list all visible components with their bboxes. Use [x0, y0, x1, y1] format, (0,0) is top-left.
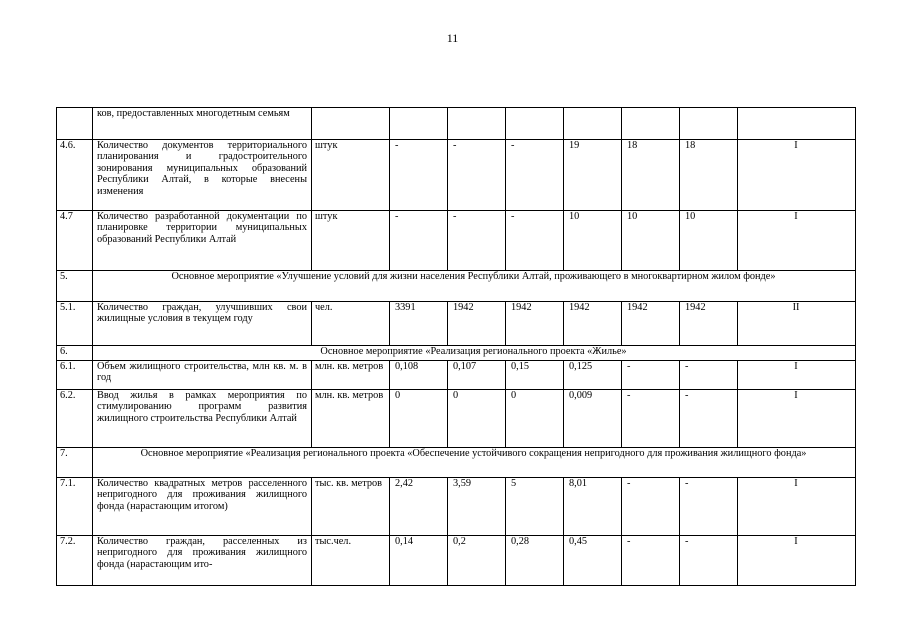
- row-number-cell: 7.2.: [57, 536, 93, 586]
- indicator-name-cell: Ввод жилья в рамках мероприятия по стимулированию программ развития жилищного строительства Республики Алтай: [93, 390, 312, 448]
- value-cell: 18: [680, 140, 738, 211]
- level-cell: I: [738, 536, 856, 586]
- indicator-name-cell: Количество граждан, улучшивших свои жилищные условия в текущем году: [93, 302, 312, 346]
- value-cell: 3391: [390, 302, 448, 346]
- value-cell: -: [506, 211, 564, 271]
- table-row: [57, 478, 856, 536]
- value-cell: [680, 108, 738, 140]
- value-cell: 10: [680, 211, 738, 271]
- value-cell: 0,45: [564, 536, 622, 586]
- value-cell: 0,28: [506, 536, 564, 586]
- row-number-cell: 6.1.: [57, 361, 93, 390]
- unit-cell: [312, 108, 390, 140]
- row-number-cell: 4.6.: [57, 140, 93, 211]
- table-row: [57, 211, 856, 271]
- section-row: [57, 271, 856, 302]
- level-cell: I: [738, 390, 856, 448]
- value-cell: -: [448, 140, 506, 211]
- value-cell: 0,009: [564, 390, 622, 448]
- value-cell: [390, 108, 448, 140]
- value-cell: 1942: [448, 302, 506, 346]
- row-number-cell: 6.2.: [57, 390, 93, 448]
- value-cell: -: [680, 478, 738, 536]
- indicator-name-cell: Количество документов территориального планирования и градостроительного зонирования муниципальных образований Республики Алтай, в которые внесены изменения: [93, 140, 312, 211]
- level-cell: I: [738, 211, 856, 271]
- section-title-cell: Основное мероприятие «Улучшение условий для жизни населения Республики Алтай, проживающего в многоквартирном жилом фонде»: [93, 271, 856, 302]
- value-cell: -: [622, 478, 680, 536]
- value-cell: [506, 108, 564, 140]
- value-cell: [564, 108, 622, 140]
- unit-cell: штук: [312, 211, 390, 271]
- value-cell: 5: [506, 478, 564, 536]
- unit-cell: штук: [312, 140, 390, 211]
- unit-cell: тыс.чел.: [312, 536, 390, 586]
- value-cell: -: [622, 361, 680, 390]
- value-cell: 1942: [564, 302, 622, 346]
- value-cell: -: [390, 140, 448, 211]
- value-cell: -: [622, 390, 680, 448]
- unit-cell: тыс. кв. метров: [312, 478, 390, 536]
- table-row: [57, 361, 856, 390]
- value-cell: -: [622, 536, 680, 586]
- section-title-cell: Основное мероприятие «Реализация регионального проекта «Обеспечение устойчивого сокращения непригодного для проживания жилищного фонда»: [93, 448, 856, 478]
- section-row: [57, 346, 856, 361]
- value-cell: 0,14: [390, 536, 448, 586]
- level-cell: I: [738, 140, 856, 211]
- unit-cell: млн. кв. метров: [312, 361, 390, 390]
- value-cell: 8,01: [564, 478, 622, 536]
- unit-cell: млн. кв. метров: [312, 390, 390, 448]
- value-cell: 1942: [622, 302, 680, 346]
- table-row: [57, 108, 856, 140]
- value-cell: [622, 108, 680, 140]
- row-number-cell: 5.1.: [57, 302, 93, 346]
- value-cell: -: [680, 361, 738, 390]
- value-cell: 18: [622, 140, 680, 211]
- indicator-name-cell: Объем жилищного строительства, млн кв. м. в год: [93, 361, 312, 390]
- indicator-name-cell: Количество квадратных метров расселенного непригодного для проживания жилищного фонда (нарастающим итогом): [93, 478, 312, 536]
- value-cell: 3,59: [448, 478, 506, 536]
- value-cell: [448, 108, 506, 140]
- table-row: [57, 302, 856, 346]
- value-cell: 0: [390, 390, 448, 448]
- table-row: [57, 390, 856, 448]
- row-number-cell: 7.1.: [57, 478, 93, 536]
- indicator-name-cell: Количество разработанной документации по планировке территории муниципальных образований Республики Алтай: [93, 211, 312, 271]
- value-cell: 0: [448, 390, 506, 448]
- value-cell: -: [680, 390, 738, 448]
- value-cell: 0,15: [506, 361, 564, 390]
- value-cell: 1942: [506, 302, 564, 346]
- section-row: [57, 448, 856, 478]
- row-number-cell: 4.7: [57, 211, 93, 271]
- value-cell: 0,2: [448, 536, 506, 586]
- value-cell: -: [448, 211, 506, 271]
- unit-cell: чел.: [312, 302, 390, 346]
- row-number-cell: [57, 108, 93, 140]
- table-row: [57, 140, 856, 211]
- row-number-cell: 5.: [57, 271, 93, 302]
- value-cell: 1942: [680, 302, 738, 346]
- indicator-name-cell: Количество граждан, расселенных из непригодного для проживания жилищного фонда (нарастающим ито-: [93, 536, 312, 586]
- row-number-cell: 7.: [57, 448, 93, 478]
- value-cell: 19: [564, 140, 622, 211]
- level-cell: I: [738, 361, 856, 390]
- value-cell: 0: [506, 390, 564, 448]
- value-cell: -: [506, 140, 564, 211]
- table-row: [57, 536, 856, 586]
- value-cell: 2,42: [390, 478, 448, 536]
- value-cell: 0,107: [448, 361, 506, 390]
- level-cell: I: [738, 478, 856, 536]
- row-number-cell: 6.: [57, 346, 93, 361]
- value-cell: -: [680, 536, 738, 586]
- value-cell: 10: [564, 211, 622, 271]
- value-cell: 10: [622, 211, 680, 271]
- level-cell: II: [738, 302, 856, 346]
- value-cell: 0,108: [390, 361, 448, 390]
- page-number: 11: [446, 31, 459, 45]
- table-body: [57, 108, 856, 586]
- level-cell: [738, 108, 856, 140]
- value-cell: 0,125: [564, 361, 622, 390]
- section-title-cell: Основное мероприятие «Реализация регионального проекта «Жилье»: [93, 346, 856, 361]
- indicator-name-cell: ков, предоставленных многодетным семьям: [93, 108, 312, 140]
- value-cell: -: [390, 211, 448, 271]
- indicators-table: [56, 107, 856, 586]
